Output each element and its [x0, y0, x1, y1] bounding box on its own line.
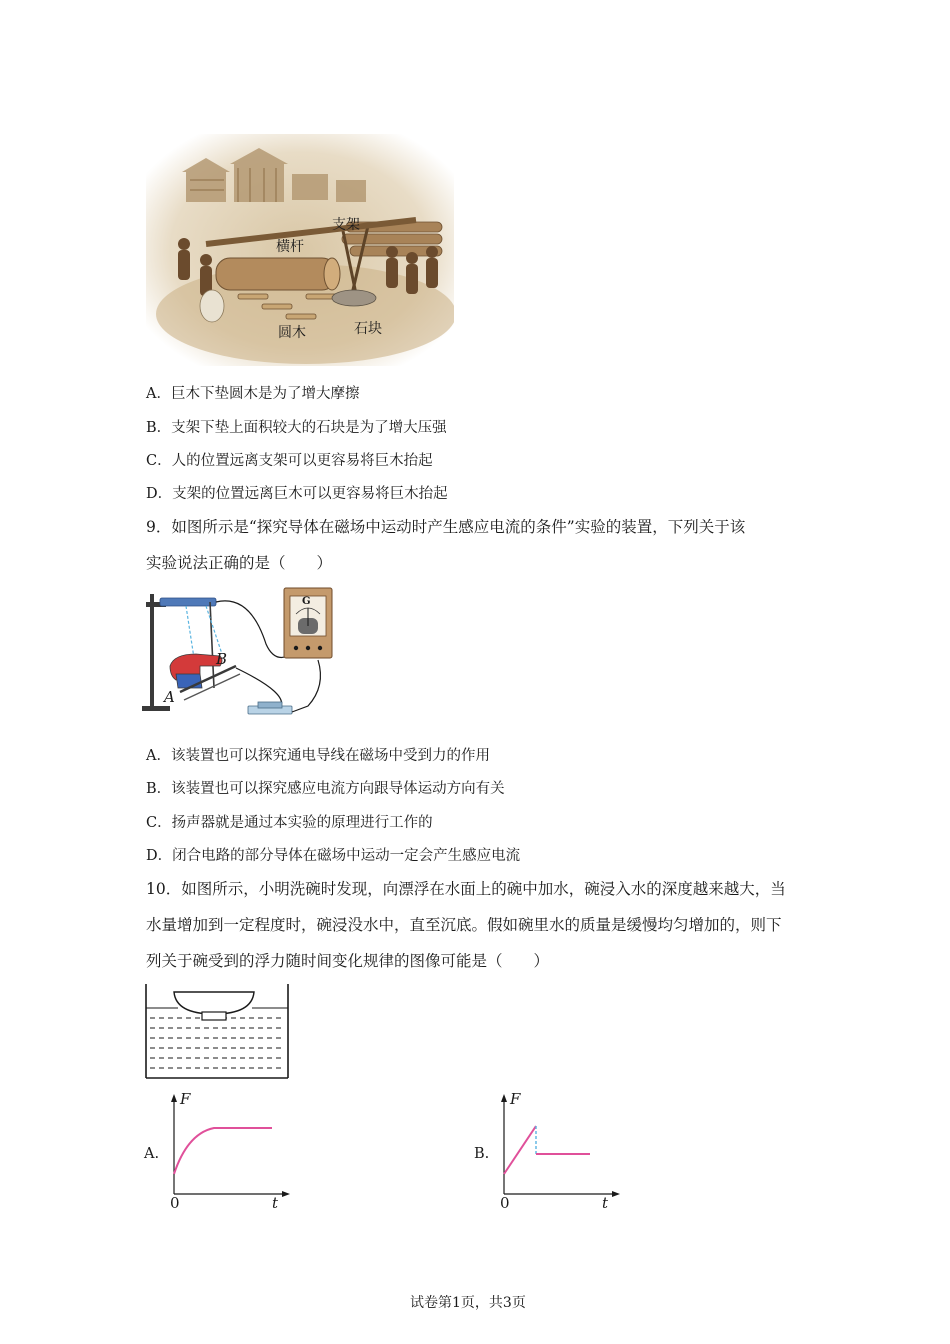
q10-stem-line3: 列关于碗受到的浮力随时间变化规律的图像可能是（ ） — [146, 952, 550, 970]
q9-option-a — [146, 746, 490, 766]
page-footer: 试卷第1页，共3页 — [410, 1295, 526, 1311]
q9-option-d-text: 闭合电路的部分导体在磁场中运动一定会产生感应电流 — [172, 848, 521, 864]
graph-b — [474, 1090, 624, 1216]
q9-option-c — [146, 813, 433, 833]
q9-stem-line1: 9．如图所示是“探究导体在磁场中运动时产生感应电流的条件”实验的装置，下列关于该 — [146, 518, 746, 536]
q8-option-c-text: 人的位置远离支架可以更容易将巨木抬起 — [171, 453, 433, 469]
graph-b-origin-label: 0 — [500, 1194, 510, 1212]
graph-b-y-axis-label: F — [510, 1090, 521, 1108]
q10-stem-line1: 10．如图所示，小明洗碗时发现，向漂浮在水面上的碗中加水，碗浸入水的深度越来越大，当 — [146, 880, 786, 898]
graph-b-option-label: B. — [474, 1146, 490, 1162]
graph-a-origin-label: 0 — [170, 1194, 180, 1212]
bowl-container-drawing — [144, 984, 290, 1080]
graph-b-x-axis-label: t — [602, 1194, 609, 1212]
graph-a-y-axis-label: F — [180, 1090, 191, 1108]
q9-option-d-letter: D． — [146, 848, 173, 864]
q9-option-a-text: 该装置也可以探究通电导线在磁场中受到力的作用 — [170, 748, 490, 764]
q8-option-b-letter: B． — [146, 420, 172, 436]
q8-option-b-text: 支架下垫上面积较大的石块是为了增大压强 — [171, 420, 447, 436]
q8-option-a — [146, 384, 359, 404]
q9-option-d — [146, 846, 520, 866]
q9-option-b — [146, 779, 505, 799]
graph-a-option-label: A. — [144, 1146, 160, 1162]
label-point-b: B — [216, 650, 228, 668]
galvanometer-label: G — [302, 596, 311, 607]
q8-option-d-letter: D． — [146, 486, 173, 502]
q8-option-d-text: 支架的位置远离巨木可以更容易将巨木抬起 — [172, 486, 448, 502]
switch-icon — [246, 698, 294, 718]
lever-illustration — [146, 134, 454, 366]
q8-option-d — [146, 484, 448, 504]
q8-option-c — [146, 451, 433, 471]
q8-option-a-letter: A． — [146, 386, 171, 402]
galvanometer — [282, 586, 334, 662]
label-support: 支架 — [332, 217, 360, 233]
q9-option-c-letter: C． — [146, 815, 172, 831]
q8-option-b — [146, 418, 447, 438]
q9-stem-line2: 实验说法正确的是（ ） — [146, 554, 333, 572]
q10-stem-line2: 水量增加到一定程度时，碗浸没水中，直至沉底。假如碗里水的质量是缓慢均匀增加的，则下 — [146, 916, 782, 934]
label-beam: 横杆 — [276, 239, 304, 255]
q8-option-a-text: 巨木下垫圆木是为了增大摩擦 — [170, 386, 360, 402]
graph-a — [144, 1090, 294, 1216]
q8-option-c-letter: C． — [146, 453, 172, 469]
bowl-container-figure — [144, 984, 290, 1080]
q9-option-c-text: 扬声器就是通过本实验的原理进行工作的 — [171, 815, 433, 831]
q9-option-a-letter: A． — [146, 748, 171, 764]
q9-option-b-text: 该装置也可以探究感应电流方向跟导体运动方向有关 — [171, 781, 505, 797]
q9-option-b-letter: B． — [146, 781, 172, 797]
graph-a-x-axis-label: t — [272, 1194, 279, 1212]
label-stone: 石块 — [354, 321, 382, 337]
label-log: 圆木 — [278, 325, 306, 341]
switch-wire — [288, 656, 328, 716]
label-point-a: A — [164, 688, 175, 706]
